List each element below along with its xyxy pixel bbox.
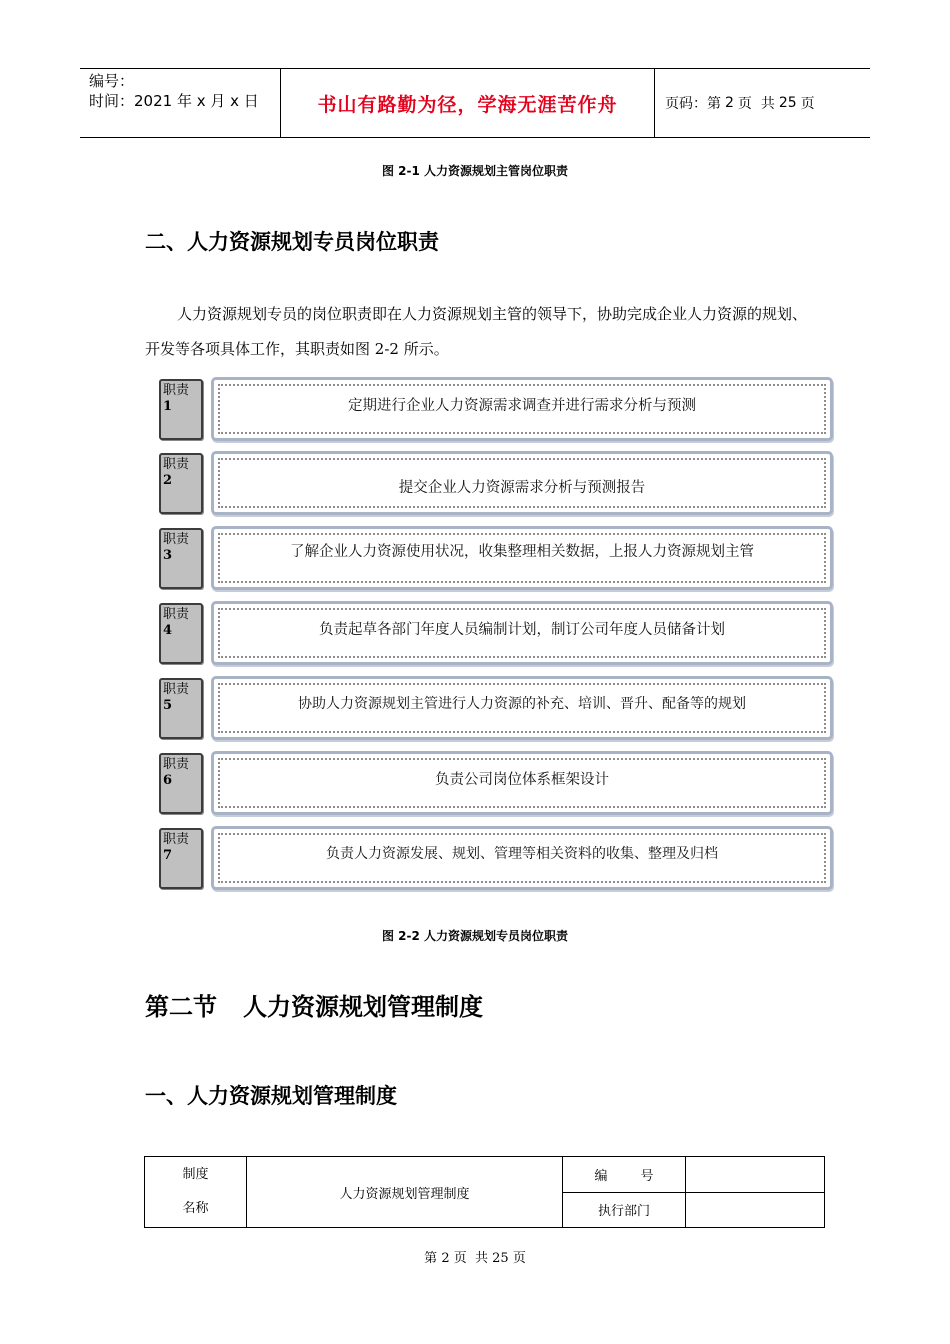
chapter-title: 人力资源规划管理制度	[243, 993, 483, 1021]
duty-tag-number: 4	[163, 623, 173, 638]
chapter-number: 第二节	[145, 993, 217, 1021]
duty-row-1	[159, 377, 835, 443]
duty-tag-7	[159, 828, 203, 889]
duty-box-2	[211, 451, 833, 515]
header-page-prefix: 页码：第	[665, 96, 721, 112]
duty-tag-label: 职责	[163, 607, 190, 622]
duty-row-6	[159, 751, 835, 817]
duty-text-5: 协助人力资源规划主管进行人力资源的补充、培训、晋升、配备等的规划	[218, 683, 826, 733]
duty-text-2: 提交企业人力资源需求分析与预测报告	[218, 458, 826, 508]
subsection-heading: 一、人力资源规划管理制度	[145, 1084, 397, 1108]
table-number-label: 编 号	[563, 1157, 686, 1193]
duty-tag-number: 5	[163, 698, 173, 713]
duty-text-4: 负责起草各部门年度人员编制计划，制订公司年度人员储备计划	[218, 608, 826, 658]
duty-tag-label: 职责	[163, 457, 190, 472]
duty-box-1	[211, 377, 833, 441]
duty-box-5	[211, 676, 833, 740]
footer-prefix: 第	[424, 1251, 438, 1266]
footer-total: 25	[492, 1251, 509, 1266]
table-name-value: 人力资源规划管理制度	[247, 1157, 563, 1228]
page-header	[80, 68, 870, 138]
header-page-suffix: 页	[800, 96, 815, 112]
policy-info-table	[144, 1156, 825, 1228]
duty-tag-number: 1	[163, 399, 173, 414]
header-page-current: 2	[725, 95, 734, 111]
duty-tag-number: 2	[163, 473, 173, 488]
duty-row-5	[159, 676, 835, 742]
duty-tag-number: 7	[163, 848, 173, 863]
duty-tag-6	[159, 753, 203, 814]
header-page-number	[655, 69, 870, 137]
duty-box-6	[211, 751, 833, 815]
table-dept-value	[686, 1192, 825, 1228]
duty-tag-3	[159, 528, 203, 589]
duty-tag-5	[159, 678, 203, 739]
duty-tag-2	[159, 453, 203, 514]
duty-row-2	[159, 451, 835, 517]
duty-box-3	[211, 526, 833, 590]
section-specialist-heading: 二、人力资源规划专员岗位职责	[145, 230, 439, 254]
header-motto: 书山有路勤为径，学海无涯苦作舟	[281, 69, 655, 137]
duty-tag-number: 3	[163, 548, 173, 563]
header-meta	[80, 69, 281, 137]
duty-text-1: 定期进行企业人力资源需求调查并进行需求分析与预测	[218, 384, 826, 434]
duty-box-7	[211, 826, 833, 890]
duty-text-6: 负责公司岗位体系框架设计	[218, 758, 826, 808]
table-dept-label: 执行部门	[563, 1192, 686, 1228]
header-time-label: 时间：2021 年 x 月 x 日	[89, 92, 259, 110]
table-name-label-2: 名称	[182, 1201, 209, 1216]
section-specialist-paragraph: 人力资源规划专员的岗位职责即在人力资源规划主管的领导下，协助完成企业人力资源的规划、开发等各项具体工作，其职责如图 2-2 所示。	[145, 305, 808, 358]
chapter-heading	[145, 987, 483, 1022]
duty-box-4	[211, 601, 833, 665]
duty-row-4	[159, 601, 835, 667]
duty-tag-number: 6	[163, 773, 173, 788]
duty-tag-label: 职责	[163, 532, 190, 547]
figure-1-caption: 图 2-1 人力资源规划主管岗位职责	[381, 164, 569, 178]
duty-tag-label: 职责	[163, 832, 190, 847]
duty-row-7	[159, 826, 835, 892]
header-page-mid: 页 共	[737, 96, 775, 112]
duty-row-3	[159, 526, 835, 592]
duty-tag-label: 职责	[163, 757, 190, 772]
header-number-label: 编号：	[89, 72, 135, 90]
table-number-value	[686, 1157, 825, 1193]
footer-current: 2	[441, 1251, 450, 1266]
duty-text-3: 了解企业人力资源使用状况，收集整理相关数据，上报人力资源规划主管	[218, 533, 826, 583]
duty-text-7: 负责人力资源发展、规划、管理等相关资料的收集、整理及归档	[218, 833, 826, 883]
duty-tag-4	[159, 603, 203, 664]
table-name-label-1: 制度	[182, 1167, 209, 1182]
footer-mid: 页 共	[453, 1251, 488, 1266]
duty-tag-1	[159, 379, 203, 440]
duty-tag-label: 职责	[163, 383, 190, 398]
duty-tag-label: 职责	[163, 682, 190, 697]
page-footer	[0, 1247, 950, 1266]
figure-2-caption: 图 2-2 人力资源规划专员岗位职责	[381, 929, 569, 943]
footer-suffix: 页	[512, 1251, 526, 1266]
table-name-label-cell	[145, 1157, 247, 1228]
header-page-total: 25	[778, 95, 797, 111]
